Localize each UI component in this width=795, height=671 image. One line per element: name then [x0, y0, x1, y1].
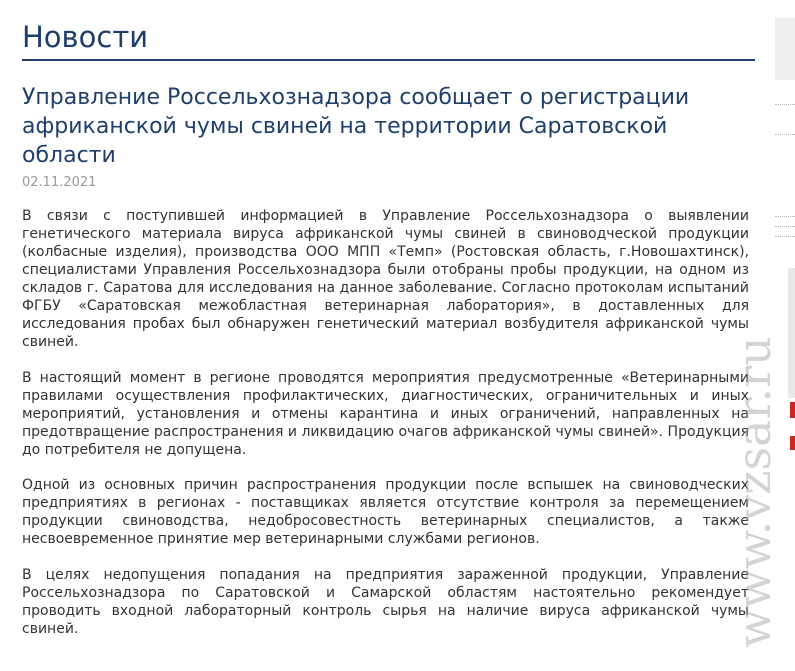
sidebar-divider [775, 134, 795, 135]
watermark [720, 330, 795, 650]
sidebar-divider [775, 216, 795, 217]
sidebar-divider [775, 104, 795, 105]
sidebar-divider [775, 226, 795, 227]
article-paragraph: В целях недопущения попадания на предприятия зараженной продукции, Управление Россельхознадзора по Саратовской и Самарской областям настоятельно рекомендует проводить входной лабораторный контроль сырья на наличие вируса африканской чумы свиней. [22, 566, 749, 637]
section-title: Новости [22, 20, 149, 54]
sidebar-divider [775, 236, 795, 237]
sidebar-panel[interactable] [775, 18, 795, 80]
article-date: 02.11.2021 [22, 175, 97, 190]
article-paragraph: В связи с поступившей информацией в Управление Россельхознадзора о выявлении генетического материала вируса африканской чумы свиней в свиноводческой продукции (колбасные изделия), производства ООО МПП «Темп» (Ростовская область, г.Новошахтинск), специалистами Управления Россельхознадзора были отобраны пробы продукции, на одном из складов г. Саратова для исследования на данное заболевание. Согласно протоколам испытаний ФГБУ «Саратовская межобластная ветеринарная лаборатория», в доставленных для исследования пробах был обнаружен генетический материал возбудителя африканской чумы свиней. [22, 208, 749, 350]
section-divider [22, 59, 755, 61]
article-paragraph: В настоящий момент в регионе проводятся мероприятия предусмотренные «Ветеринарными правилами осуществления профилактических, диагностических, ограничительных и иных мероприятий, установления и отмены карантина и иных ограничений, направленных на предотвращение распространения и ликвидацию очагов африканской чумы свиней». Продукция до потребителя не допущена. [22, 369, 749, 458]
article-title: Управление Россельхознадзора сообщает о регистрации африканской чумы свиней на территории Саратовской области [22, 85, 690, 168]
article-body [22, 207, 749, 638]
watermark-text: www.vzsar.ru [727, 336, 781, 648]
article-paragraph: Одной из основных причин распространения продукции после вспышек на свиноводческих предприятиях в регионах - поставщиках является отсутствие контроля за перемещением продукции свиноводства, недобросовестность ветеринарных специалистов, а также несвоевременное принятие мер ветеринарными службами регионов. [22, 477, 749, 547]
main-content [22, 0, 749, 655]
